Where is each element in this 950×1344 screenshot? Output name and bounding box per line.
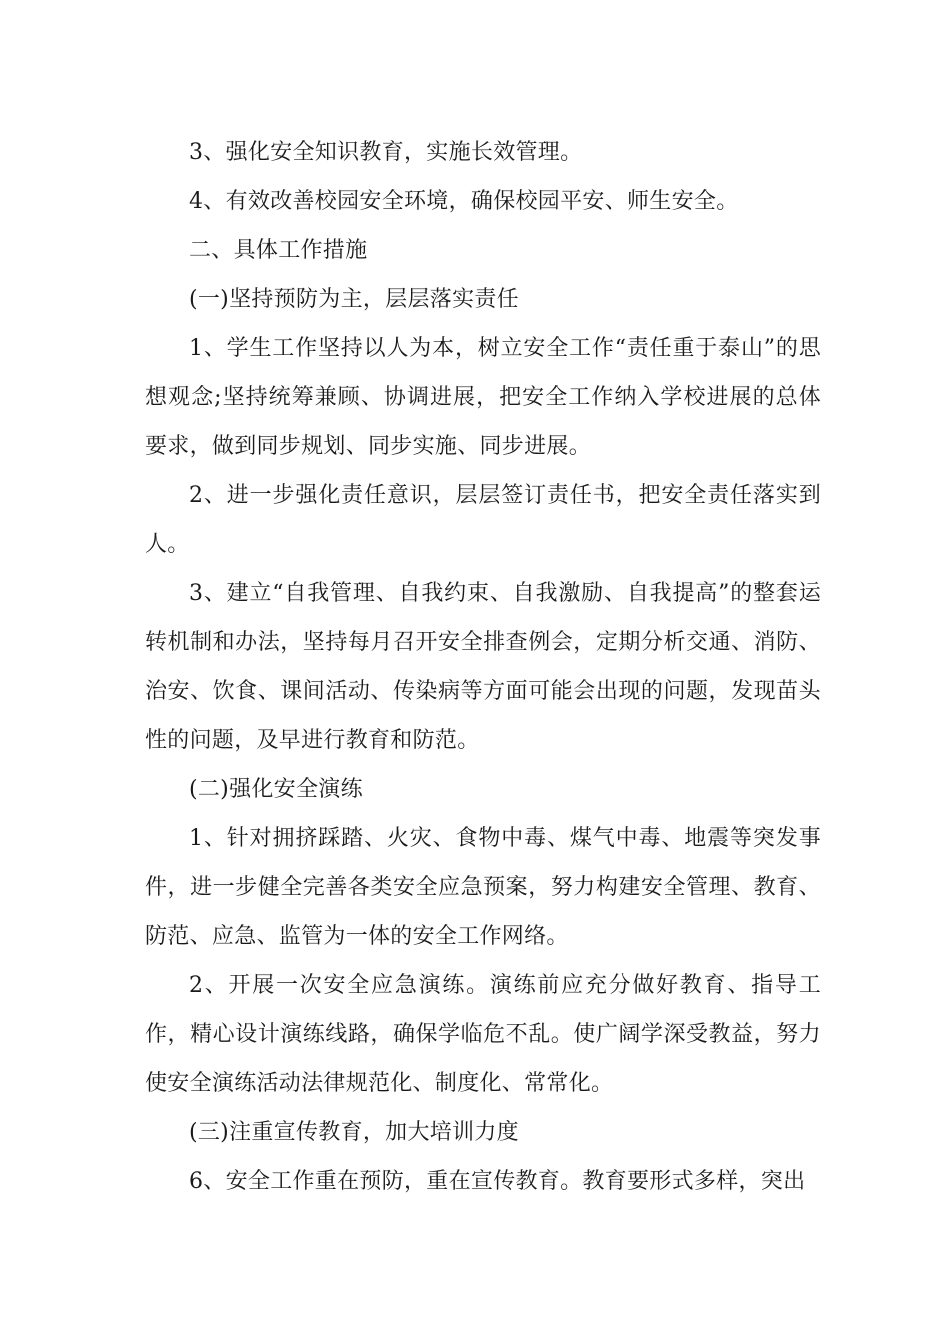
subsection-heading-2: (二)强化安全演练 [189,777,363,802]
subsection-heading-3: (三)注重宣传教育，加大培训力度 [189,1120,519,1145]
paragraph-sub1-item-1: 1、学生工作坚持以人为本，树立安全工作“责任重于泰山”的思想观念;坚持统筹兼顾、协调进展，把安全工作纳入学校进展的总体要求，做到同步规划、同步实施、同步进展。 [145,336,821,459]
subsection-heading-1: (一)坚持预防为主，层层落实责任 [189,287,519,312]
paragraph-sub1-item-3: 3、建立“自我管理、自我约束、自我激励、自我提高”的整套运转机制和办法，坚持每月召开安全排查例会，定期分析交通、消防、治安、饮食、课间活动、传染病等方面可能会出现的问题，发现苗头性的问题，及早进行教育和防范。 [145,581,821,753]
paragraph-item-3: 3、强化安全知识教育，实施长效管理。 [189,140,583,165]
paragraph-sub2-item-2: 2、开展一次安全应急演练。演练前应充分做好教育、指导工作，精心设计演练线路，确保学临危不乱。使广阔学深受教益，努力使安全演练活动法律规范化、制度化、常常化。 [145,973,821,1096]
paragraph-sub1-item-2: 2、进一步强化责任意识，层层签订责任书，把安全责任落实到人。 [145,483,821,557]
paragraph-sub3-item-6: 6、安全工作重在预防，重在宣传教育。教育要形式多样，突出 [189,1169,806,1194]
paragraph-item-4: 4、有效改善校园安全环境，确保校园平安、师生安全。 [189,189,739,214]
paragraph-sub2-item-1: 1、针对拥挤踩踏、火灾、食物中毒、煤气中毒、地震等突发事件，进一步健全完善各类安全应急预案，努力构建安全管理、教育、防范、应急、监管为一体的安全工作网络。 [145,826,821,949]
document-body [145,128,821,1206]
section-heading-measures: 二、具体工作措施 [189,238,368,263]
